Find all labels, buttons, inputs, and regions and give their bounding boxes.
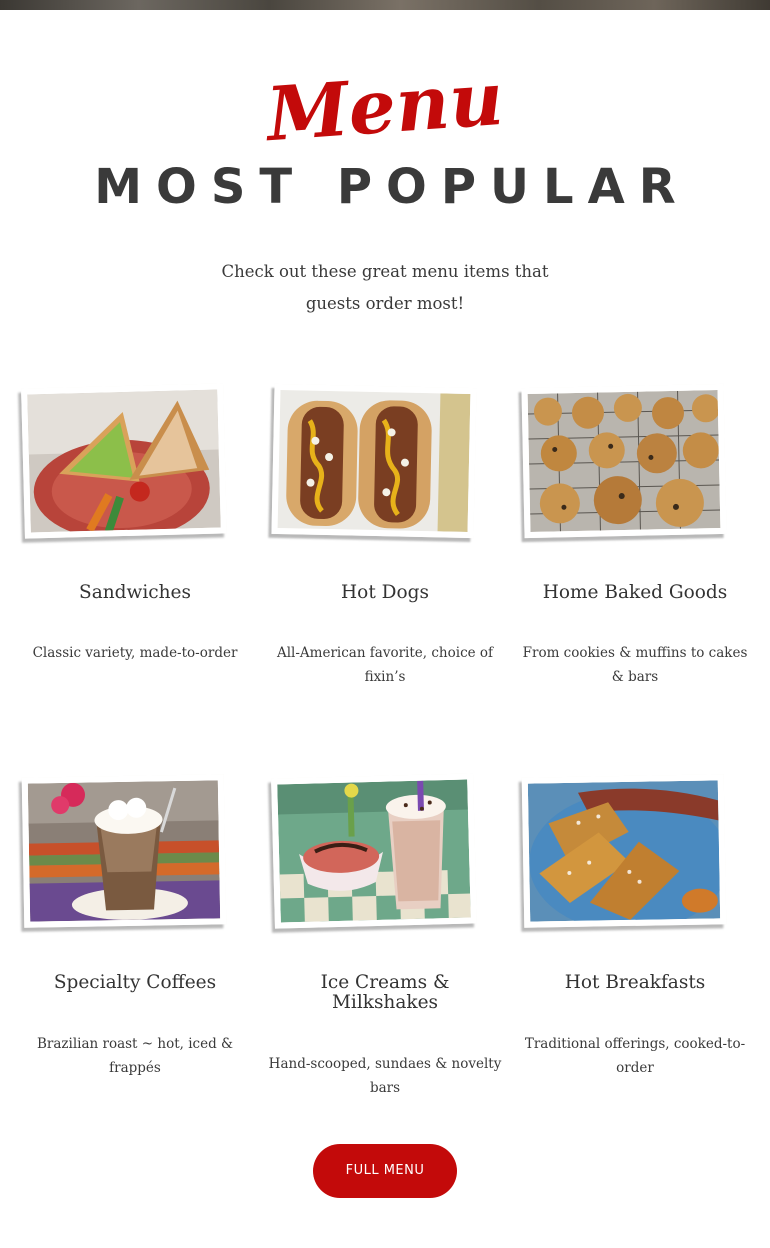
menu-item-title: Ice Creams & Milkshakes xyxy=(320,972,450,1013)
menu-item-description: From cookies & muffins to cakes & bars xyxy=(522,645,748,685)
menu-item-title: Sandwiches xyxy=(79,582,191,603)
menu-item-description: Brazilian roast ~ hot, iced & frappés xyxy=(36,1036,234,1076)
menu-item-description: Hand-scooped, sundaes & novelty bars xyxy=(268,1056,502,1096)
menu-item-description: Traditional offerings, cooked-to-order xyxy=(524,1036,746,1076)
french-toast-photo xyxy=(522,774,727,928)
menu-item-title: Hot Dogs xyxy=(341,582,429,603)
menu-item-title: Home Baked Goods xyxy=(542,582,728,603)
sandwich-photo xyxy=(21,383,227,538)
full-menu-button[interactable]: FULL MENU xyxy=(313,1144,457,1198)
menu-item-title: Hot Breakfasts xyxy=(564,972,706,993)
ice-cream-milkshake-photo xyxy=(271,773,477,928)
hero-image-bottom-edge xyxy=(0,0,770,10)
section-title: MOST POPULAR xyxy=(94,159,690,215)
intro-text: Check out these great menu items that guests order most! xyxy=(221,262,549,313)
hot-dogs-photo xyxy=(271,384,476,538)
menu-script-title: Menu xyxy=(263,55,507,159)
menu-item-description: All-American favorite, choice of fixin’s xyxy=(276,645,494,685)
iced-coffee-photo xyxy=(22,774,227,928)
cookies-photo xyxy=(521,384,726,538)
menu-item-description: Classic variety, made-to-order xyxy=(32,645,238,661)
menu-item-title: Specialty Coffees xyxy=(53,972,217,993)
